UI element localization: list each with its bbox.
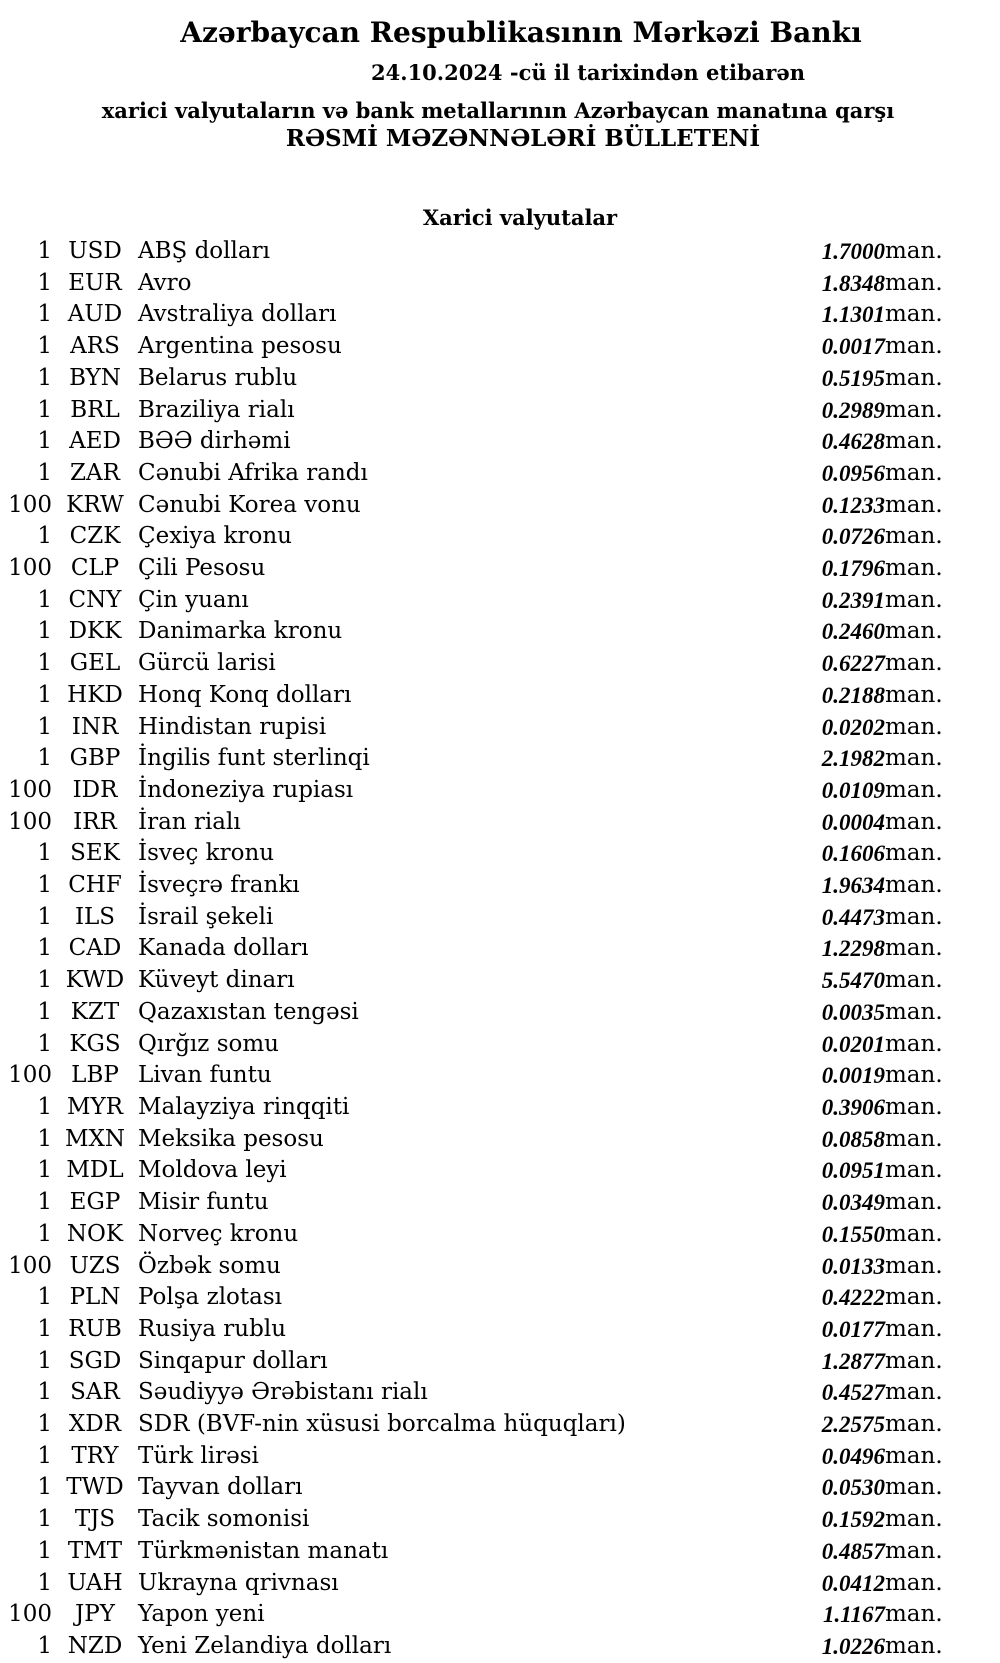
currency-name: İran rialı xyxy=(138,808,241,835)
currency-code: KRW xyxy=(66,491,124,518)
rate-row xyxy=(0,807,1000,839)
rate-quantity: 1 xyxy=(37,1474,52,1501)
rate-quantity: 1 xyxy=(37,1093,52,1120)
scope-line: xarici valyutaların və bank metallarının Azərbaycan manatına qarşı xyxy=(101,98,895,123)
rate-row xyxy=(0,1472,1000,1504)
rate-value: 1.2298 xyxy=(821,936,885,962)
rate-unit-label: man. xyxy=(885,808,943,835)
currency-name: Misir funtu xyxy=(138,1189,269,1216)
rate-unit-label: man. xyxy=(885,1474,943,1501)
rate-quantity: 100 xyxy=(8,491,52,518)
rate-unit-label: man. xyxy=(885,1601,943,1628)
rate-quantity: 100 xyxy=(8,555,52,582)
currency-name: Çili Pesosu xyxy=(138,555,266,582)
rate-quantity: 1 xyxy=(37,1157,52,1184)
rate-row xyxy=(0,1568,1000,1600)
rate-quantity: 1 xyxy=(37,364,52,391)
currency-name: Cənubi Korea vonu xyxy=(138,491,361,518)
currency-code: SGD xyxy=(68,1347,122,1374)
rate-value: 0.0004 xyxy=(821,809,885,835)
rate-unit-label: man. xyxy=(885,333,943,360)
currency-name: Yapon yeni xyxy=(138,1601,265,1628)
rate-unit-label: man. xyxy=(885,238,943,264)
rate-value: 0.1592 xyxy=(821,1507,885,1533)
rate-row xyxy=(0,965,1000,997)
currency-code: KZT xyxy=(70,998,120,1025)
rate-quantity: 100 xyxy=(8,808,52,835)
rate-quantity: 1 xyxy=(37,840,52,867)
rate-unit-label: man. xyxy=(885,1189,943,1216)
currency-code: EGP xyxy=(69,1189,121,1216)
rate-row xyxy=(0,1441,1000,1473)
currency-name: ABŞ dolları xyxy=(138,238,270,264)
rate-unit-label: man. xyxy=(885,396,943,423)
rate-quantity: 1 xyxy=(37,428,52,455)
currency-name: SDR (BVF-nin xüsusi borcalma hüquqları) xyxy=(138,1411,626,1438)
currency-name: Norveç kronu xyxy=(138,1220,299,1247)
currency-code: INR xyxy=(71,713,119,740)
currency-name: Türk lirəsi xyxy=(138,1442,259,1469)
currency-code: IRR xyxy=(73,808,117,835)
currency-name: Avro xyxy=(138,269,192,296)
currency-name: Səudiyyə Ərəbistanı rialı xyxy=(138,1379,428,1406)
rate-unit-label: man. xyxy=(885,523,943,550)
rate-quantity: 1 xyxy=(37,1379,52,1406)
rate-row xyxy=(0,299,1000,331)
rate-row xyxy=(0,1060,1000,1092)
currency-code: TRY xyxy=(71,1442,119,1469)
rate-quantity: 1 xyxy=(37,1411,52,1438)
rate-row xyxy=(0,1251,1000,1283)
currency-name: Hindistan rupisi xyxy=(138,713,327,740)
rate-row xyxy=(0,743,1000,775)
bulletin-title: RƏSMİ MƏZƏNNƏLƏRİ BÜLLETENİ xyxy=(285,125,761,152)
rate-unit-label: man. xyxy=(885,428,943,455)
currency-code: ILS xyxy=(74,903,116,930)
rate-quantity: 1 xyxy=(37,301,52,328)
rate-value: 0.5195 xyxy=(821,365,885,391)
rate-row xyxy=(0,1187,1000,1219)
currency-code: XDR xyxy=(68,1411,122,1438)
currency-code: SAR xyxy=(70,1379,120,1406)
currency-code: IDR xyxy=(72,776,118,803)
currency-name: Qazaxıstan tengəsi xyxy=(138,998,359,1025)
rate-quantity: 1 xyxy=(37,523,52,550)
rate-row xyxy=(0,680,1000,712)
currency-name: İsveçrə frankı xyxy=(138,872,300,899)
rate-row xyxy=(0,1346,1000,1378)
currency-code: CLP xyxy=(70,555,120,582)
effective-date-line: 24.10.2024 -cü il tarixindən etibarən xyxy=(371,60,805,85)
rate-row xyxy=(0,1377,1000,1409)
currency-name: Danimarka kronu xyxy=(138,618,343,645)
rate-unit-label: man. xyxy=(885,650,943,677)
rate-quantity: 1 xyxy=(37,1537,52,1564)
rate-value: 0.6227 xyxy=(821,651,885,677)
currency-code: GBP xyxy=(69,745,121,772)
rate-row xyxy=(0,838,1000,870)
rate-quantity: 1 xyxy=(37,586,52,613)
rate-quantity: 100 xyxy=(8,1252,52,1279)
currency-code: UAH xyxy=(67,1569,123,1596)
rate-unit-label: man. xyxy=(885,1506,943,1533)
rate-row xyxy=(0,458,1000,490)
rate-quantity: 100 xyxy=(8,776,52,803)
rate-quantity: 1 xyxy=(37,333,52,360)
rate-quantity: 1 xyxy=(37,1284,52,1311)
currency-code: CZK xyxy=(69,523,121,550)
rate-quantity: 1 xyxy=(37,967,52,994)
rate-row xyxy=(0,775,1000,807)
rate-unit-label: man. xyxy=(885,1093,943,1120)
currency-code: RUB xyxy=(68,1315,122,1342)
rate-quantity: 1 xyxy=(37,1189,52,1216)
rate-quantity: 1 xyxy=(37,713,52,740)
rate-row xyxy=(0,902,1000,934)
rate-quantity: 100 xyxy=(8,1062,52,1089)
currency-name: İsveç kronu xyxy=(138,840,275,867)
rate-value: 1.7000 xyxy=(821,239,885,264)
currency-code: BYN xyxy=(69,364,121,391)
currency-name: Braziliya rialı xyxy=(138,396,295,423)
rate-value: 1.8348 xyxy=(821,270,885,296)
currency-code: HKD xyxy=(67,681,123,708)
currency-code: CHF xyxy=(68,872,122,899)
rate-row xyxy=(0,331,1000,363)
currency-code: PLN xyxy=(69,1284,121,1311)
currency-code: BRL xyxy=(70,396,120,423)
currency-code: ARS xyxy=(70,333,120,360)
rate-unit-label: man. xyxy=(885,459,943,486)
rate-value: 0.0956 xyxy=(821,460,885,486)
currency-code: GEL xyxy=(69,650,121,677)
currency-code: EUR xyxy=(68,269,122,296)
rate-row xyxy=(0,1155,1000,1187)
rate-value: 0.1550 xyxy=(821,1221,885,1247)
rate-value: 0.0496 xyxy=(821,1443,885,1469)
currency-name: Özbək somu xyxy=(138,1252,281,1279)
rate-row xyxy=(0,997,1000,1029)
rate-value: 0.0109 xyxy=(821,777,885,803)
rate-row xyxy=(0,363,1000,395)
rate-quantity: 1 xyxy=(37,1569,52,1596)
rate-row xyxy=(0,1124,1000,1156)
rate-row xyxy=(0,712,1000,744)
rate-value: 0.0951 xyxy=(821,1158,885,1184)
rate-value: 0.4857 xyxy=(821,1538,885,1564)
rate-unit-label: man. xyxy=(885,269,943,296)
rate-value: 0.3906 xyxy=(821,1094,885,1120)
currency-name: Honq Konq dolları xyxy=(138,681,352,708)
rate-row xyxy=(0,1536,1000,1568)
rate-quantity: 1 xyxy=(37,650,52,677)
rate-quantity: 1 xyxy=(37,1125,52,1152)
currency-code: KGS xyxy=(69,1030,121,1057)
rate-row xyxy=(0,648,1000,680)
rate-quantity: 1 xyxy=(37,1315,52,1342)
currency-name: Meksika pesosu xyxy=(138,1125,324,1152)
rate-value: 0.0858 xyxy=(821,1126,885,1152)
currency-name: Tayvan dolları xyxy=(138,1474,303,1501)
rate-quantity: 1 xyxy=(37,1632,52,1659)
rate-unit-label: man. xyxy=(885,1062,943,1089)
rate-row xyxy=(0,616,1000,648)
rate-quantity: 1 xyxy=(37,618,52,645)
rate-quantity: 1 xyxy=(37,903,52,930)
currency-code: LBP xyxy=(71,1062,119,1089)
rate-unit-label: man. xyxy=(885,935,943,962)
rate-unit-label: man. xyxy=(885,1125,943,1152)
currency-code: DKK xyxy=(68,618,122,645)
rate-row xyxy=(0,426,1000,458)
rate-quantity: 1 xyxy=(37,1442,52,1469)
rate-quantity: 1 xyxy=(37,238,52,264)
currency-name: Çin yuanı xyxy=(138,586,249,613)
rate-value: 0.2391 xyxy=(821,587,885,613)
rate-value: 0.0412 xyxy=(821,1570,885,1596)
currency-code: CNY xyxy=(68,586,122,613)
rate-value: 1.2877 xyxy=(821,1348,885,1374)
rate-row xyxy=(0,1631,1000,1663)
currency-name: Malayziya rinqqiti xyxy=(138,1093,350,1120)
currency-name: Qırğız somu xyxy=(138,1030,279,1057)
rate-row xyxy=(0,933,1000,965)
currency-name: Sinqapur dolları xyxy=(138,1347,328,1374)
rate-unit-label: man. xyxy=(885,1442,943,1469)
rate-unit-label: man. xyxy=(885,1220,943,1247)
rate-row xyxy=(0,1282,1000,1314)
currency-name: Gürcü larisi xyxy=(138,650,276,677)
rate-value: 0.2989 xyxy=(821,397,885,423)
currency-name: Rusiya rublu xyxy=(138,1315,287,1342)
rate-value: 0.0349 xyxy=(821,1190,885,1216)
rate-quantity: 1 xyxy=(37,935,52,962)
rate-value: 0.2460 xyxy=(821,619,885,645)
rate-value: 0.0530 xyxy=(821,1475,885,1501)
currency-code: MDL xyxy=(66,1157,124,1184)
rate-value: 0.0202 xyxy=(821,714,885,740)
currency-name: Tacik somonisi xyxy=(138,1506,310,1533)
bank-title: Azərbaycan Respublikasının Mərkəzi Bankı xyxy=(180,16,862,49)
rate-unit-label: man. xyxy=(885,1347,943,1374)
rate-quantity: 1 xyxy=(37,1030,52,1057)
rate-row xyxy=(0,490,1000,522)
rate-value: 0.0019 xyxy=(821,1063,885,1089)
currency-name: Livan funtu xyxy=(138,1062,272,1089)
rate-unit-label: man. xyxy=(885,1632,943,1659)
currency-code: MYR xyxy=(66,1093,124,1120)
currency-code: JPY xyxy=(75,1601,115,1628)
rate-value: 1.0226 xyxy=(821,1633,885,1659)
rate-unit-label: man. xyxy=(885,1315,943,1342)
currency-code: TWD xyxy=(66,1474,124,1501)
currency-code: AUD xyxy=(67,301,123,328)
currency-name: Cənubi Afrika randı xyxy=(138,459,368,486)
exchange-rates-table xyxy=(0,236,1000,1663)
currency-name: Türkmənistan manatı xyxy=(138,1537,389,1564)
rate-row xyxy=(0,585,1000,617)
rate-unit-label: man. xyxy=(885,1379,943,1406)
rate-row xyxy=(0,521,1000,553)
rate-value: 0.0726 xyxy=(821,524,885,550)
rate-row xyxy=(0,870,1000,902)
rate-quantity: 1 xyxy=(37,1506,52,1533)
rate-unit-label: man. xyxy=(885,713,943,740)
rate-value: 1.1301 xyxy=(821,302,885,328)
rate-row xyxy=(0,1092,1000,1124)
rate-unit-label: man. xyxy=(885,872,943,899)
currency-code: CAD xyxy=(68,935,122,962)
rate-row xyxy=(0,553,1000,585)
rate-quantity: 1 xyxy=(37,681,52,708)
rate-value: 0.0017 xyxy=(821,334,885,360)
rate-unit-label: man. xyxy=(885,1030,943,1057)
currency-name: Yeni Zelandiya dolları xyxy=(138,1632,392,1659)
currency-name: Moldova leyi xyxy=(138,1157,287,1184)
rate-quantity: 1 xyxy=(37,872,52,899)
rate-row xyxy=(0,1314,1000,1346)
rate-quantity: 1 xyxy=(37,1220,52,1247)
rate-quantity: 1 xyxy=(37,1347,52,1374)
rate-row xyxy=(0,395,1000,427)
rate-unit-label: man. xyxy=(885,776,943,803)
rate-unit-label: man. xyxy=(885,1569,943,1596)
currency-name: BƏƏ dirhəmi xyxy=(138,428,291,455)
rate-unit-label: man. xyxy=(885,967,943,994)
rate-value: 5.5470 xyxy=(821,968,885,994)
rate-unit-label: man. xyxy=(885,998,943,1025)
rate-unit-label: man. xyxy=(885,364,943,391)
rate-unit-label: man. xyxy=(885,745,943,772)
rate-quantity: 1 xyxy=(37,998,52,1025)
currency-name: Çexiya kronu xyxy=(138,523,292,550)
rate-unit-label: man. xyxy=(885,1157,943,1184)
rate-unit-label: man. xyxy=(885,491,943,518)
rate-unit-label: man. xyxy=(885,903,943,930)
rate-unit-label: man. xyxy=(885,618,943,645)
currency-name: Argentina pesosu xyxy=(138,333,342,360)
rate-unit-label: man. xyxy=(885,1537,943,1564)
rate-value: 0.0133 xyxy=(821,1253,885,1279)
rate-unit-label: man. xyxy=(885,1252,943,1279)
rate-value: 0.4527 xyxy=(821,1380,885,1406)
currency-code: MXN xyxy=(64,1125,126,1152)
rate-quantity: 1 xyxy=(37,459,52,486)
rate-value: 1.9634 xyxy=(821,873,885,899)
rate-value: 2.2575 xyxy=(821,1412,885,1438)
rate-value: 1.1167 xyxy=(823,1602,885,1628)
currency-name: Ukrayna qrivnası xyxy=(138,1569,339,1596)
currency-code: KWD xyxy=(65,967,125,994)
rate-row xyxy=(0,1599,1000,1631)
currency-name: İngilis funt sterlinqi xyxy=(138,745,370,772)
rate-row xyxy=(0,236,1000,268)
currency-code: ZAR xyxy=(70,459,120,486)
currency-name: Polşa zlotası xyxy=(138,1284,283,1311)
rate-row xyxy=(0,1219,1000,1251)
rate-row xyxy=(0,1504,1000,1536)
currency-code: NZD xyxy=(67,1632,123,1659)
rate-value: 0.4628 xyxy=(821,429,885,455)
rate-unit-label: man. xyxy=(885,301,943,328)
section-title-foreign-currencies: Xarici valyutalar xyxy=(422,205,618,230)
rate-value: 0.4473 xyxy=(821,904,885,930)
rate-value: 0.0035 xyxy=(821,999,885,1025)
currency-code: UZS xyxy=(69,1252,121,1279)
currency-code: NOK xyxy=(66,1220,124,1247)
rate-unit-label: man. xyxy=(885,1284,943,1311)
rate-row xyxy=(0,1409,1000,1441)
rate-value: 0.1796 xyxy=(821,556,885,582)
rate-value: 2.1982 xyxy=(821,746,885,772)
rate-value: 0.1606 xyxy=(821,841,885,867)
currency-name: Avstraliya dolları xyxy=(138,301,337,328)
currency-name: İndoneziya rupiası xyxy=(138,776,354,803)
rate-quantity: 100 xyxy=(8,1601,52,1628)
rate-unit-label: man. xyxy=(885,586,943,613)
currency-name: İsrail şekeli xyxy=(138,903,274,930)
currency-code: SEK xyxy=(70,840,120,867)
currency-code: TMT xyxy=(67,1537,123,1564)
currency-code: TJS xyxy=(74,1506,116,1533)
rate-quantity: 1 xyxy=(37,745,52,772)
rate-unit-label: man. xyxy=(885,840,943,867)
rate-quantity: 1 xyxy=(37,269,52,296)
currency-code: AED xyxy=(69,428,121,455)
rate-row xyxy=(0,1029,1000,1061)
rate-value: 0.0177 xyxy=(821,1316,885,1342)
currency-name: Belarus rublu xyxy=(138,364,298,391)
currency-name: Kanada dolları xyxy=(138,935,309,962)
rate-unit-label: man. xyxy=(885,681,943,708)
currency-code: USD xyxy=(68,238,122,264)
rate-row xyxy=(0,268,1000,300)
rate-value: 0.4222 xyxy=(821,1285,885,1311)
currency-name: Küveyt dinarı xyxy=(138,967,295,994)
rate-value: 0.2188 xyxy=(821,682,885,708)
rate-value: 0.0201 xyxy=(821,1031,885,1057)
rate-unit-label: man. xyxy=(885,1411,943,1438)
rate-unit-label: man. xyxy=(885,555,943,582)
rate-value: 0.1233 xyxy=(821,492,885,518)
rate-quantity: 1 xyxy=(37,396,52,423)
